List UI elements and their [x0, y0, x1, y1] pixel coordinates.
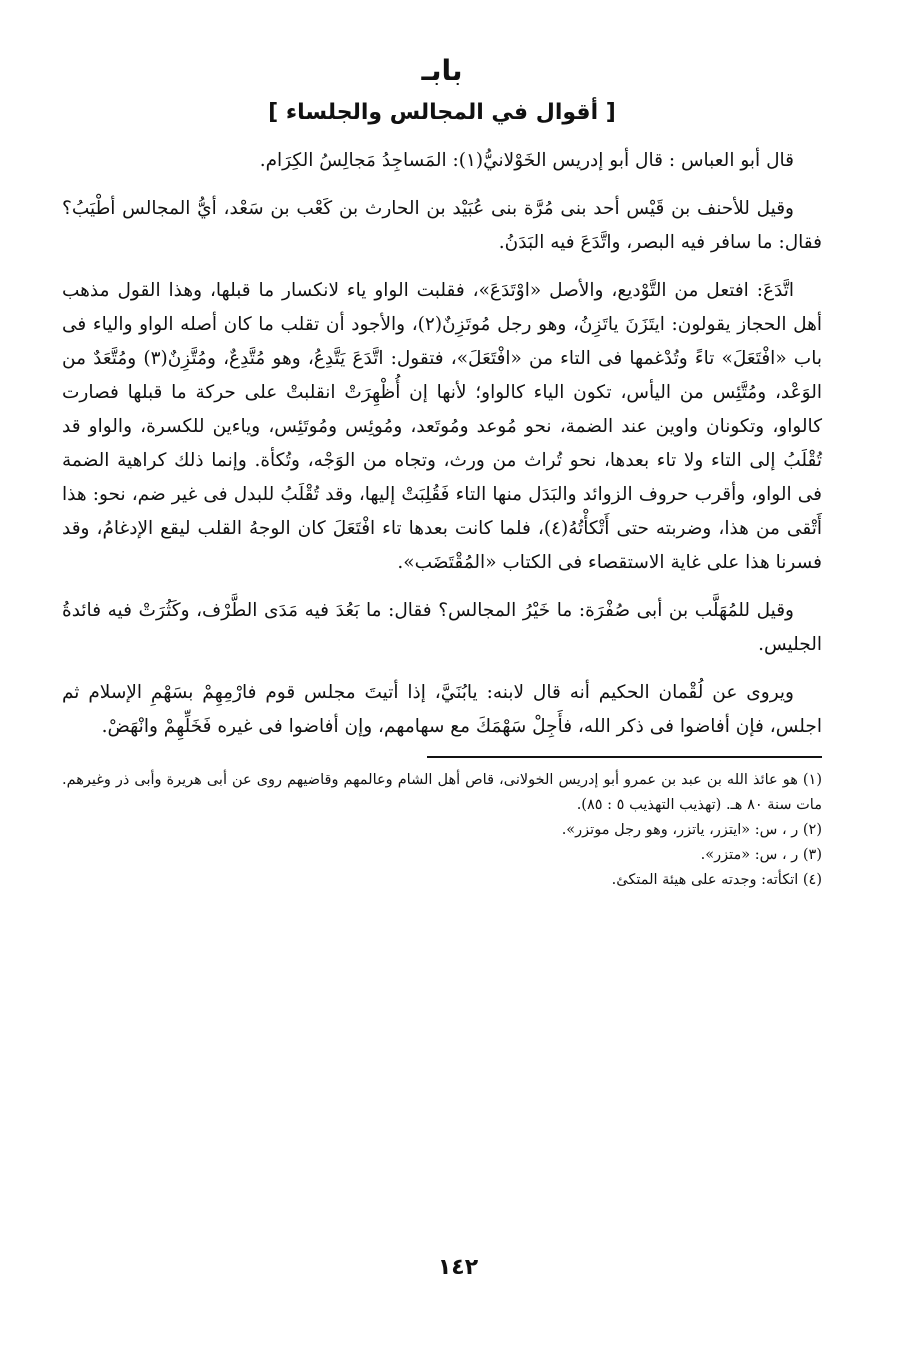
- paragraph-2: وقيل للأحنف بن قَيْس أحد بنى مُرَّة بنى عُبَيْد بن الحارث بن كَعْب بن سَعْد، أيُّ المجالس أطْيَبُ؟ فقال: ما سافر فيه البصر، واتَّدَعَ فيه البَدَنُ.: [62, 198, 822, 253]
- footnote-3: (٣) ر ، س: «متزر».: [700, 847, 822, 863]
- chapter-title: بابـ: [421, 54, 463, 87]
- footnote-1: (١) هو عائذ الله بن عبد بن عمرو أبو إدريس الخولانى، قاص أهل الشام وعالمهم وقاضيهم روى عن أبى هريرة وأبى ذر وغيرهم. مات سنة ٨٠ هـ. (تهذيب التهذيب ٥ : ٨٥).: [62, 772, 822, 813]
- book-page: [62, 50, 822, 893]
- paragraph-5: ويروى عن لُقْمان الحكيم أنه قال لابنه: يابُنَيَّ، إذا أتيتَ مجلس قوم فارْمِهِمْ بسَهْمِ الإسلام ثم اجلس، فإن أفاضوا فى ذكر الله، فأَجِلْ سَهْمَكَ مع سهامهم، وإن أفاضوا فى غيره فَخَلِّهِمْ وانْهَضْ.: [62, 682, 822, 737]
- page-number: ١٤٢: [437, 1255, 479, 1280]
- footnote-4: (٤) اتكأته: وجدته على هيئة المتكئ.: [611, 872, 822, 888]
- footnotes: [62, 768, 822, 893]
- paragraph-3: اتَّدَعَ: افتعل من التَّوْديع، والأصل «اوْتَدَعَ»، فقلبت الواو ياء لانكسار ما قبلها، وهذا القول مذهب أهل الحجاز يقولون: ايتَزَنَ ياتَزِنُ، وهو رجل مُوتَزِنٌ(٢)، والأجود أن تقلب ما كان أصله الواو والياء فى باب «افْتَعَلَ» تاءً وتُدْغمها فى التاء من «افْتَعَلَ»، فتقول: اتَّدَعَ يَتَّدِعُ، وهو مُتَّدِعٌ، ومُتَّزِنٌ(٣) ومُتَّعَدٌ من الوَعْد، ومُتَّئِس من اليأس، تكون الياء كالواو؛ لأنها إن أُظْهِرَتْ انقلبتْ على حركة ما قبلها فصارت كالواو، وتكونان واوين عند الضمة، نحو مُوعد ومُوتَعد، ومُوئِس ومُوتَئِس، وياءين للكسرة، والواو قد تُقْلَبُ إلى التاء ولا تاء بعدها، نحو تُراث من ورث، وتجاه من الوَجْه، وتُكأة. وإنما ذلك كراهية الضمة فى الواو، وأقرب حروف الزوائد والبَدَل منها التاء فَقُلِبَتْ إليها، وقد تُقْلَبُ للبدل فى غير ضم، نحو: هذا أَتْقى من هذا، وضربته حتى أَتْكأْتُهُ(٤)، فلما كانت بعدها تاء افْتَعَلَ كان الوجهُ القلب ليقع الإدغامُ، وقد فسرنا هذا على غاية الاستقصاء فى الكتاب «المُقْتَضَب».: [62, 280, 823, 573]
- chapter-subtitle: [ أقوال في المجالس والجلساء ]: [268, 100, 616, 125]
- paragraph-4: وقيل للمُهَلَّب بن أبى صُفْرَة: ما خَيْرُ المجالس؟ فقال: ما بَعُدَ فيه مَدَى الطَّرْف، وكَثُرَتْ فيه فائدةُ الجليس.: [62, 600, 822, 655]
- paragraph-1: قال أبو العباس : قال أبو إدريس الخَوْلانيُّ(١): المَساجِدُ مَجالِسُ الكِرَام.: [259, 150, 794, 171]
- footnote-2: (٢) ر ، س: «ايتزر، ياتزر، وهو رجل موتزر».: [561, 822, 822, 838]
- footnote-divider: [427, 756, 822, 758]
